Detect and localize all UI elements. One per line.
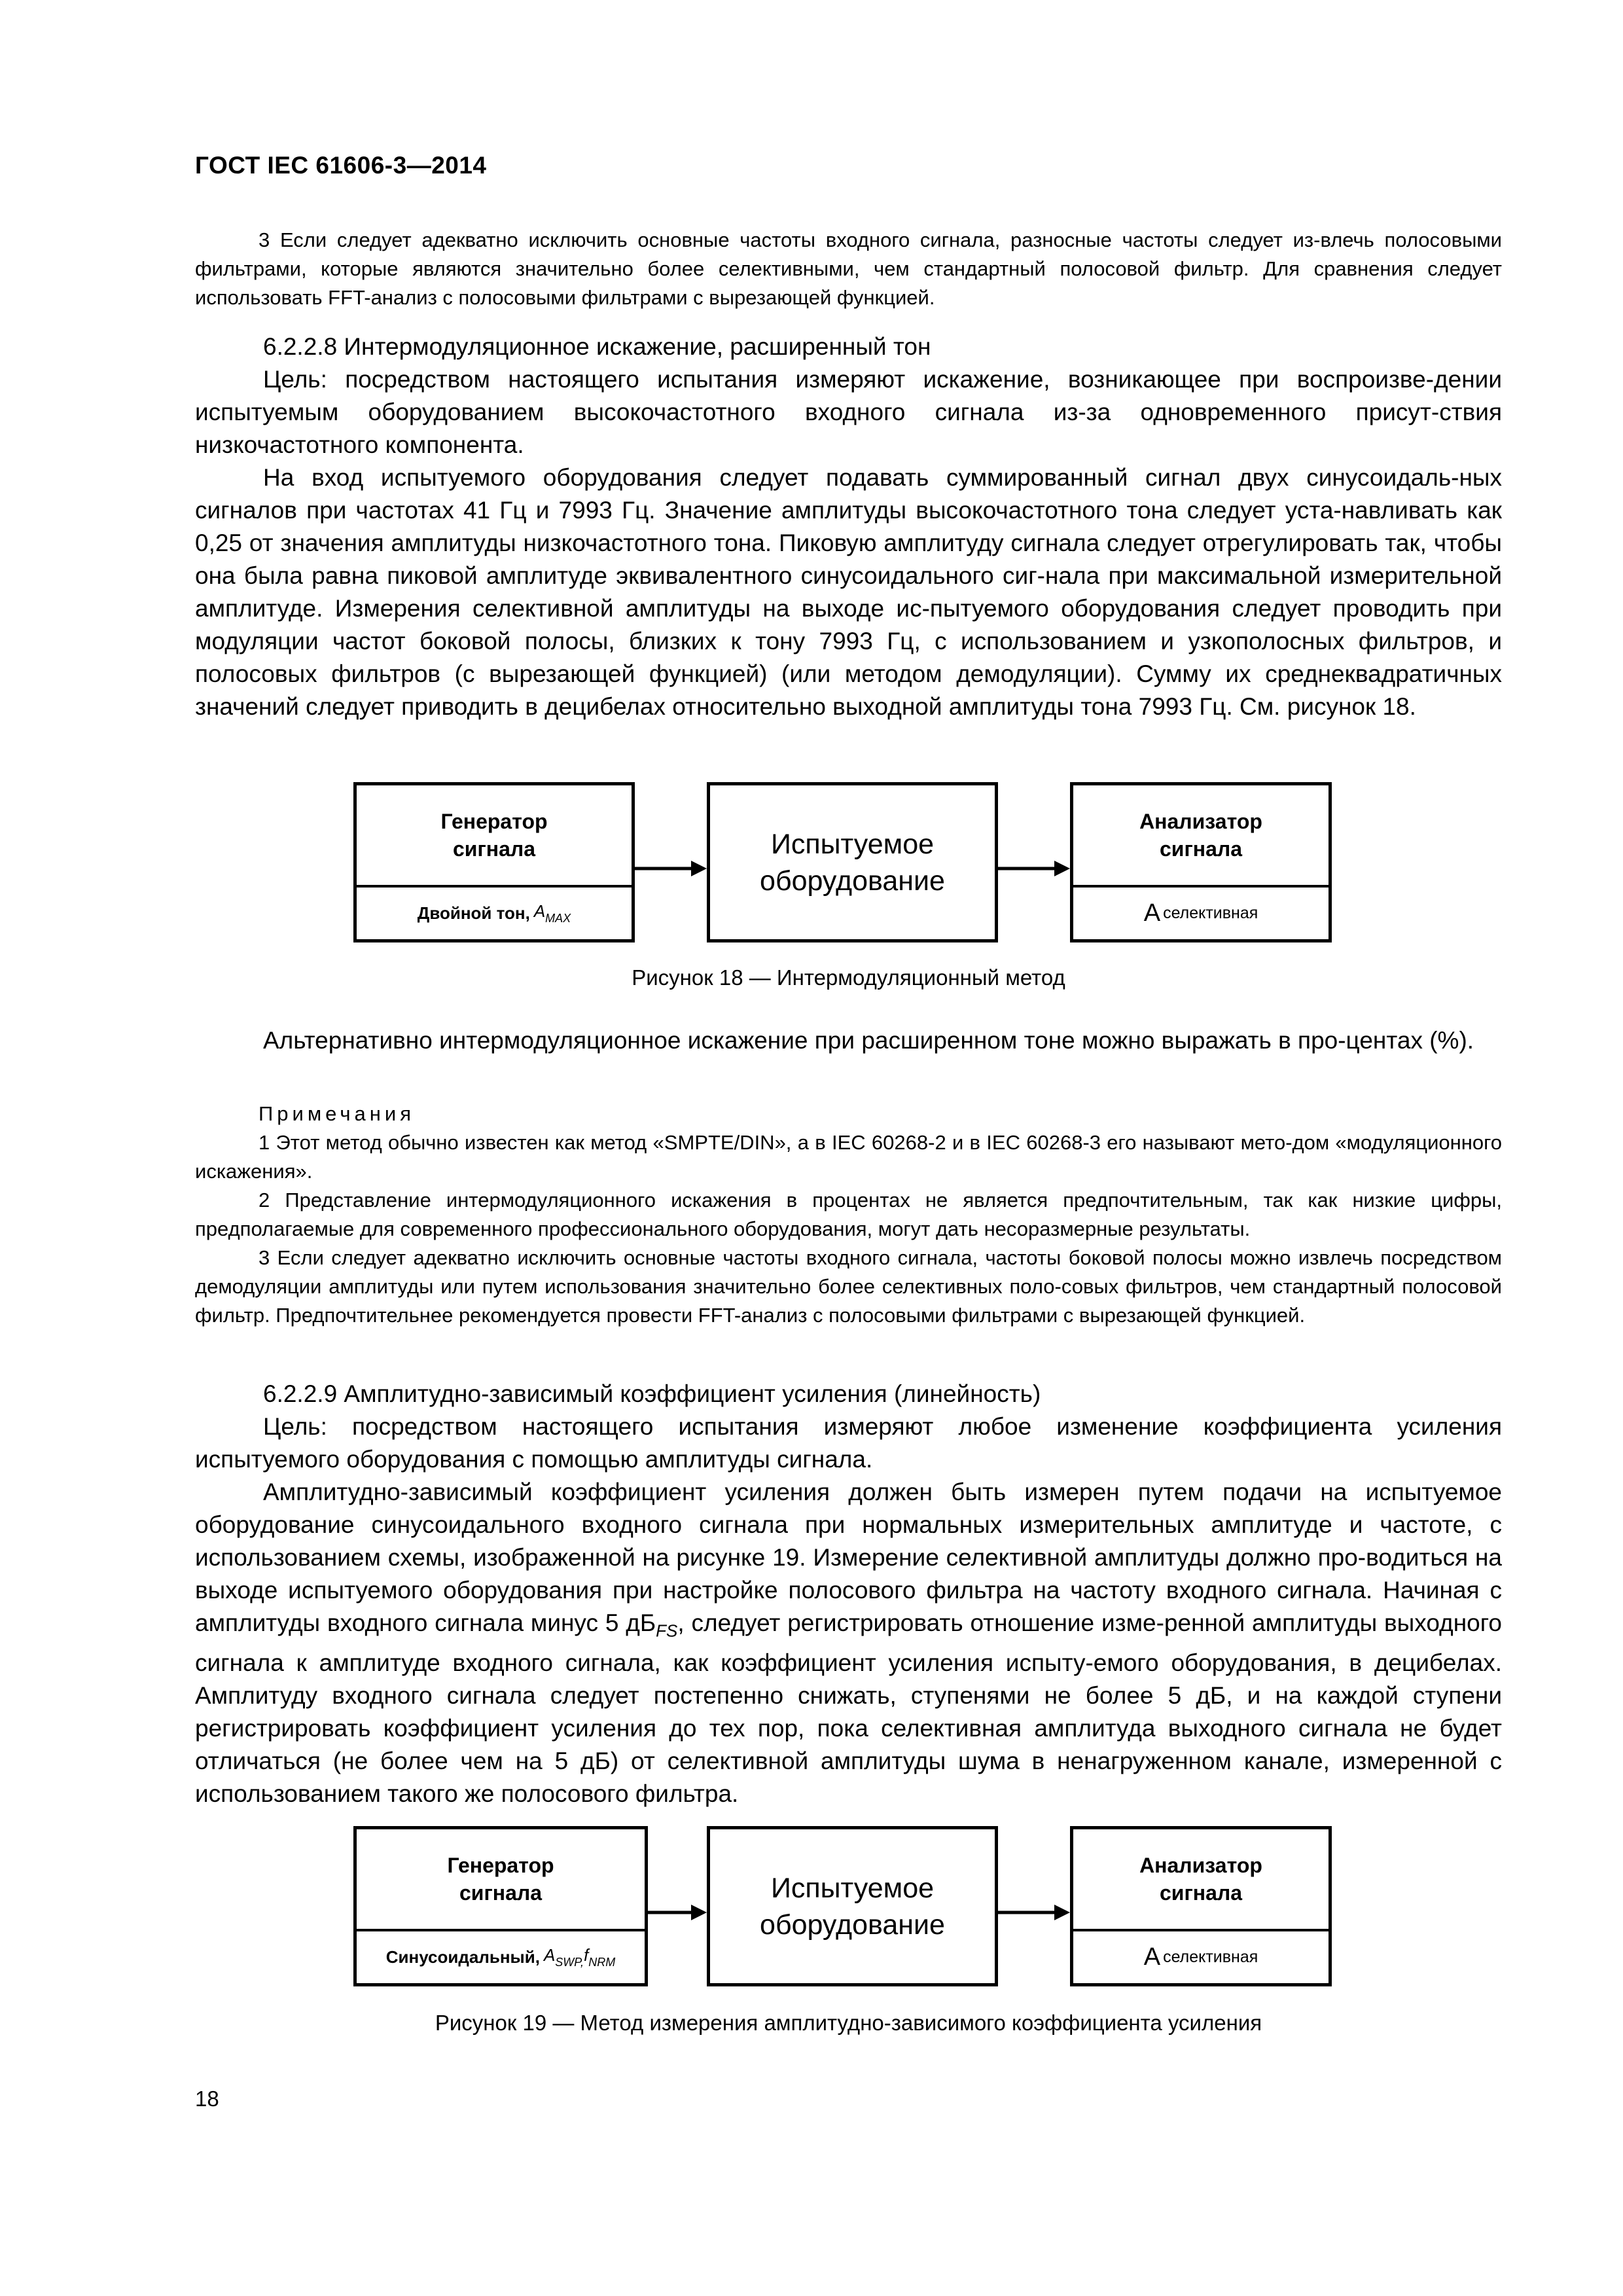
dut-line1: Испытуемое bbox=[770, 828, 935, 860]
arrow-icon bbox=[998, 1899, 1070, 1926]
analyzer-title bbox=[1073, 785, 1329, 885]
analyzer-title-line1: Анализатор bbox=[1139, 810, 1262, 833]
paragraph-purpose: Цель: посредством настоящего испытания измеряют искажение, возникающее при воспроизве-дении испытуемым оборудованием высокочастотного входного сигнала из-за одновременного присут-ствия низкочастотного компонента. bbox=[195, 366, 1502, 458]
generator-signal-text: Синусоидальный, bbox=[385, 1947, 540, 1967]
note-1: 1 Этот метод обычно известен как метод «SMPTE/DIN», а в IEC 60268-2 и в IEC 60268-3 его называют мето-дом «модуляционного искажения». bbox=[195, 1131, 1502, 1183]
generator-variable bbox=[544, 1945, 615, 1969]
analyzer-title bbox=[1073, 1829, 1329, 1929]
analyzer-out-var: A bbox=[1143, 899, 1161, 927]
var-f-sub: NRM bbox=[588, 1956, 616, 1969]
var-a-sub: MAX bbox=[545, 912, 571, 925]
notes-block bbox=[195, 1100, 1502, 1330]
generator-signal-label bbox=[357, 1929, 645, 1983]
generator-title-line1: Генератор bbox=[440, 810, 548, 833]
generator-title bbox=[357, 1829, 645, 1929]
section-6-2-2-8 bbox=[195, 331, 1502, 723]
analyzer-out-var: A bbox=[1143, 1943, 1161, 1971]
dut-label bbox=[760, 826, 945, 899]
analyzer-out-sub: селективная bbox=[1163, 904, 1258, 922]
device-under-test-box bbox=[707, 782, 998, 942]
analyzer-title-line2: сигнала bbox=[1159, 837, 1243, 861]
analyzer-box bbox=[1070, 1826, 1332, 1986]
generator-title-line2: сигнала bbox=[452, 837, 536, 861]
generator-title-line2: сигнала bbox=[459, 1881, 543, 1905]
generator-box bbox=[353, 1826, 648, 1986]
generator-title-line1: Генератор bbox=[447, 1854, 554, 1877]
dut-label bbox=[760, 1870, 945, 1943]
arrow-icon bbox=[635, 855, 707, 882]
analyzer-box bbox=[1070, 782, 1332, 942]
note-3: 3 Если следует адекватно исключить основные частоты входного сигнала, частоты боковой полосы можно извлечь посредством демодуляции амплитуды или путем использования значительно более селективных поло-совых фильтров, чем стандартный полосовой фильтр. Предпочтительнее рекомендуется провести FFT-анализ с полосовыми фильтрами с вырезающей функцией. bbox=[195, 1246, 1502, 1327]
procedure-text-a: Амплитудно-зависимый коэффициент усиления должен быть измерен путем подачи на испытуемое оборудование синусоидального входного сигнала при нормальных измерительных амплитуде и частоте, с использованием схемы, изображенной на рисунке 19. Измерение селективной амплитуды должно про-водиться на выходе испытуемого оборудования при настройке полосового фильтра на частоту входного сигнала. Начиная с амплитуды входного сигнала минус 5 дБ bbox=[195, 1479, 1502, 1636]
figure-18-caption: Рисунок 18 — Интермодуляционный метод bbox=[632, 965, 1065, 990]
section-heading: 6.2.2.9 Амплитудно-зависимый коэффициент усиления (линейность) bbox=[263, 1380, 1041, 1407]
analyzer-title-line2: сигнала bbox=[1159, 1881, 1243, 1905]
generator-signal-label bbox=[357, 885, 632, 939]
var-a: A bbox=[533, 901, 546, 921]
paragraph-procedure bbox=[195, 1476, 1502, 1810]
section-heading: 6.2.2.8 Интермодуляционное искажение, расширенный тон bbox=[263, 333, 931, 360]
dut-line1: Испытуемое bbox=[770, 1872, 935, 1904]
analyzer-out-sub: селективная bbox=[1163, 1948, 1258, 1966]
generator-box bbox=[353, 782, 635, 942]
figure-18-diagram bbox=[353, 782, 1335, 952]
paragraph-procedure: На вход испытуемого оборудования следует подавать суммированный сигнал двух синусоидаль-ных сигналов при частотах 41 Гц и 7993 Гц. Значение амплитуды высокочастотного тона следует уста-навливать как 0,25 от значения амплитуды низкочастотного тона. Пиковую амплитуду сигнала следует отрегулировать так, чтобы она была равна пиковой амплитуде эквивалентного синусоидального сиг-нала при максимальной измерительной амплитуде. Измерения селективной амплитуды на выходе ис-пытуемого оборудования следует проводить при модуляции частот боковой полосы, близких к тону 7993 Гц, с использованием и узкополосных фильтров, и полосовых фильтров (с вырезающей функцией) (или методом демодуляции). Сумму их среднеквадратичных значений следует приводить в децибелах относительно выходной амплитуды тона 7993 Гц. См. рисунок 18. bbox=[195, 464, 1502, 720]
dut-line2: оборудование bbox=[760, 1909, 945, 1941]
generator-title bbox=[357, 785, 632, 885]
document-header: ГОСТ IEC 61606-3—2014 bbox=[195, 152, 487, 179]
var-a: A bbox=[543, 1945, 556, 1965]
generator-signal-text: Двойной тон, bbox=[417, 903, 530, 923]
notes-title: Примечания bbox=[259, 1102, 415, 1125]
dut-line2: оборудование bbox=[760, 865, 945, 897]
procedure-text-b: , следует регистрировать отношение изме-ренной амплитуды выходного сигнала к амплитуде входного сигнала, как коэффициент усиления испыту-емого оборудования, в децибелах. Амплитуду входного сигнала следует постепенно снижать, ступенями не более 5 дБ, и на каждой ступени регистрировать коэффициент усиления до тех пор, пока селективная амплитуда выходного сигнала не будет отличаться (не более чем на 5 дБ) от селективной амплитуды шума в ненагруженном канале, измеренной с использованием такого же полосового фильтра. bbox=[195, 1609, 1502, 1808]
var-a-sub: SWP, bbox=[555, 1956, 584, 1969]
note-2: 2 Представление интермодуляционного искажения в процентах не является предпочтительным, так как низкие цифры, предполагаемые для современного профессионального оборудования, могут дать несоразмерные результаты. bbox=[195, 1189, 1502, 1240]
page-number: 18 bbox=[195, 2087, 219, 2111]
paragraph-purpose: Цель: посредством настоящего испытания измеряют любое изменение коэффициента усиления испытуемого оборудования с помощью амплитуды сигнала. bbox=[195, 1413, 1502, 1473]
analyzer-output-label bbox=[1073, 885, 1329, 939]
procedure-sub-fs: FS bbox=[656, 1621, 678, 1641]
section-6-2-2-8-continued bbox=[195, 1024, 1502, 1057]
figure-19-diagram bbox=[353, 1826, 1335, 1996]
generator-variable bbox=[534, 901, 571, 925]
top-note-text: 3 Если следует адекватно исключить основные частоты входного сигнала, разносные частоты следует из-влечь полосовыми фильтрами, которые являются значительно более селективными, чем стандартный полосовой фильтр. Для сравнения следует использовать FFT-анализ с полосовыми фильтрами с вырезающей функцией. bbox=[195, 228, 1502, 309]
device-under-test-box bbox=[707, 1826, 998, 1986]
arrow-icon bbox=[648, 1899, 707, 1926]
analyzer-output-label bbox=[1073, 1929, 1329, 1983]
paragraph-alternative: Альтернативно интермодуляционное искажение при расширенном тоне можно выражать в про-центах (%). bbox=[263, 1027, 1474, 1054]
top-note bbox=[195, 226, 1502, 312]
arrow-icon bbox=[998, 855, 1070, 882]
analyzer-title-line1: Анализатор bbox=[1139, 1854, 1262, 1877]
section-6-2-2-9 bbox=[195, 1378, 1502, 1810]
var-f: f bbox=[583, 1945, 589, 1965]
figure-19-caption: Рисунок 19 — Метод измерения амплитудно-зависимого коэффициента усиления bbox=[435, 2011, 1262, 2035]
